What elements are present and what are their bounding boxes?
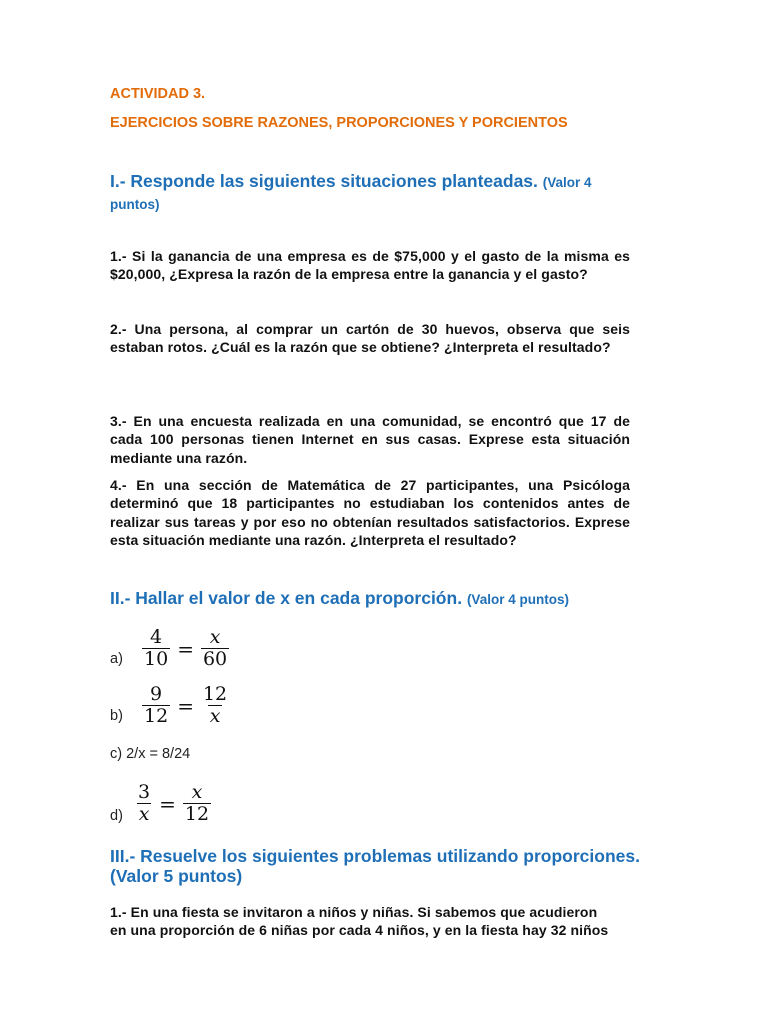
section-1-title [110,171,650,215]
fraction [201,684,229,727]
fraction [201,627,229,670]
proportion-a-label: a) [110,651,123,667]
numerator: x [209,626,221,648]
activity-title: ACTIVIDAD 3. [110,86,206,102]
section-1-value-cont: puntos) [110,197,160,212]
proportion-b [142,684,229,727]
activity-subtitle: EJERCICIOS SOBRE RAZONES, PROPORCIONES Y PORCIENTOS [110,115,568,131]
proportion-b-label: b) [110,708,123,724]
proportion-c: c) 2/x = 8/24 [110,746,191,762]
section-1-question-4: 4.- En una sección de Matemática de 27 participantes, una Psicóloga determinó que 18 participantes no estudiaban los contenidos antes de realizar sus tareas y por eso no obtenían resultados satisfactorios. Exprese esta situación mediante una razón. ¿Interpreta el resultado? [110,477,630,548]
section-3-question-1-line-1: 1.- En una fiesta se invitaron a niños y niñas. Si sabemos que acudieron [110,904,598,920]
proportion-d-label: d) [110,808,123,824]
denominator: 12 [144,705,169,727]
denominator: x [138,803,150,825]
numerator: 3 [138,781,151,803]
section-1-question-3: 3.- En una encuesta realizada en una comunidad, se encontró que 17 de cada 100 personas tienen Internet en sus casas. Exprese esta situación mediante una razón. [110,413,630,466]
section-2-heading: II.- Hallar el valor de x en cada proporción. [110,588,463,608]
numerator: 12 [202,683,228,705]
section-2-value: (Valor 4 puntos) [466,592,569,607]
equals-sign: = [177,636,194,661]
section-3-heading: III.- Resuelve los siguientes problemas utilizando proporciones. [110,846,640,866]
fraction [142,627,170,670]
fraction [183,782,211,825]
section-1-heading: I.- Responde las siguientes situaciones planteadas. [110,171,538,191]
fraction [136,782,152,825]
section-3-title [110,846,670,886]
numerator: 9 [150,683,163,705]
equals-sign: = [177,693,194,718]
fraction [142,684,170,727]
denominator: 10 [144,648,169,670]
proportion-d [136,782,211,825]
section-1-question-1: 1.- Si la ganancia de una empresa es de $75,000 y el gasto de la misma es $20,000, ¿Expresa la razón de la empresa entre la ganancia y el gasto? [110,248,630,283]
denominator: x [209,705,221,727]
equals-sign: = [159,791,176,816]
proportion-a [142,627,229,670]
section-3-question-1-line-2: en una proporción de 6 niñas por cada 4 niños, y en la fiesta hay 32 niños [110,922,609,939]
section-3-value: (Valor 5 puntos) [110,866,243,886]
section-2-title [110,588,569,610]
section-3-question-1 [110,903,670,940]
denominator: 12 [184,803,210,825]
section-1-question-2: 2.- Una persona, al comprar un cartón de 30 huevos, observa que seis estaban rotos. ¿Cuál es la razón que se obtiene? ¿Interpreta el resultado? [110,321,630,356]
numerator: 4 [150,626,163,648]
numerator: x [191,781,203,803]
denominator: 60 [202,648,228,670]
section-1-value: (Valor 4 [542,175,592,190]
